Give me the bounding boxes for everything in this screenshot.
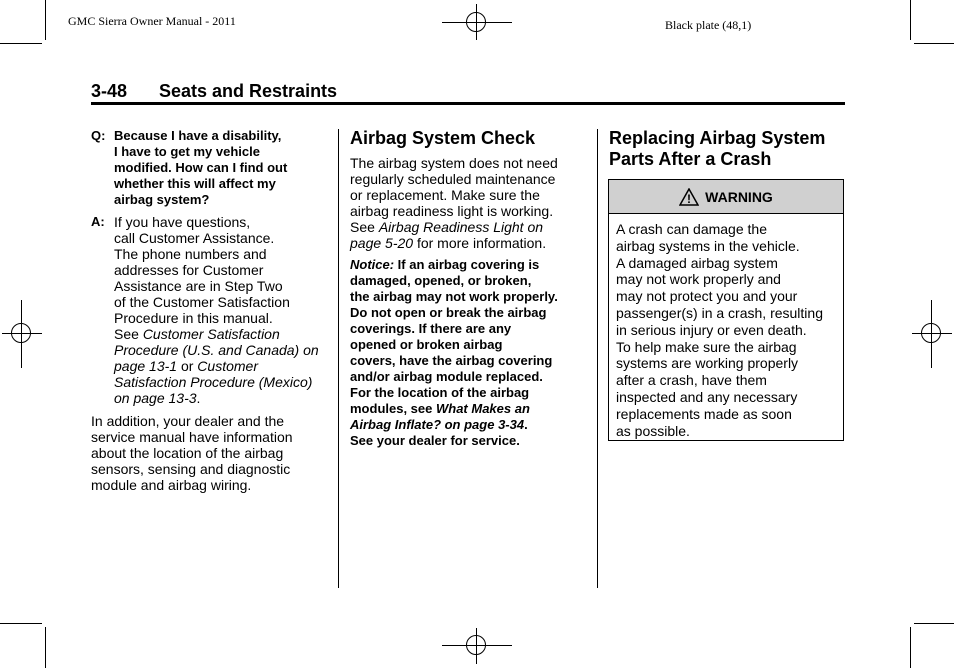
cross-reference-link[interactable]: Airbag Readiness Light on (378, 219, 544, 235)
warning-triangle-icon (679, 188, 699, 206)
page-header (91, 81, 845, 103)
warning-line: as possible. (616, 422, 690, 439)
cross-reference-link[interactable]: page 13-1 (114, 358, 178, 374)
warning-line: may not work properly and (616, 271, 781, 288)
answer-line: of the Customer Satisfaction (114, 294, 290, 310)
question-line: modified. How can I find out (114, 160, 288, 175)
paragraph-line (350, 219, 590, 235)
paragraph-line: about the location of the airbag (91, 445, 284, 461)
warning-line: inspected and any necessary (616, 388, 798, 405)
section-title: Seats and Restraints (159, 81, 338, 101)
column-2 (350, 128, 590, 458)
paragraph-line: sensors, sensing and diagnostic (91, 461, 291, 477)
warning-text (609, 214, 843, 439)
notice-line: Do not open or break the airbag (350, 305, 547, 320)
crop-mark (0, 43, 42, 44)
warning-line: systems are working properly (616, 355, 799, 372)
paragraph-line: module and airbag wiring. (91, 477, 252, 493)
paragraph-tail: for more information. (413, 235, 547, 251)
question-line: whether this will affect my (114, 176, 276, 191)
question-line: Because I have a disability, (114, 128, 282, 143)
answer-line: The phone numbers and (114, 246, 267, 262)
answer-line (114, 390, 334, 406)
notice-line: damaged, opened, or broken, (350, 273, 532, 288)
plate-right: Black plate (48,1) (665, 18, 752, 32)
answer-line (114, 326, 334, 342)
question-label: Q: (91, 128, 106, 143)
crop-mark (45, 627, 46, 668)
paragraph-line: The airbag system does not need (350, 155, 558, 171)
crop-mark (45, 0, 46, 40)
crop-mark (914, 43, 954, 44)
notice-block (350, 257, 595, 449)
check-paragraph (350, 155, 590, 251)
cross-reference-link[interactable]: Satisfaction Procedure (Mexico) (114, 374, 313, 390)
notice-line: See your dealer for service. (350, 433, 520, 448)
warning-line: in serious injury or even death. (616, 321, 807, 338)
column-3 (609, 128, 849, 178)
notice-text: modules, see (350, 401, 436, 416)
paragraph-line (350, 235, 590, 251)
crop-mark (910, 0, 911, 40)
notice-line: opened or broken airbag (350, 337, 503, 352)
cross-reference-link[interactable]: Customer Satisfaction (142, 326, 280, 342)
paragraph-line: service manual have information (91, 429, 293, 445)
paragraph-line: regularly scheduled maintenance (350, 171, 556, 187)
crop-mark (0, 623, 42, 624)
section-heading-airbag-check: Airbag System Check (350, 128, 536, 148)
paragraph-line: airbag readiness light is working. (350, 203, 554, 219)
column-divider (338, 129, 339, 588)
warning-line: A damaged airbag system (616, 254, 778, 271)
answer-line: Procedure in this manual. (114, 310, 273, 326)
answer-line (114, 358, 334, 374)
notice-line: and/or airbag module replaced. (350, 369, 543, 384)
warning-header (609, 180, 843, 214)
notice-text: . (524, 417, 528, 432)
page-number: 3-48 (91, 81, 128, 101)
warning-line: A crash can damage the (616, 221, 767, 237)
notice-line (350, 401, 595, 417)
notice-line (350, 417, 595, 433)
notice-line (350, 257, 595, 273)
answer-label: A: (91, 214, 105, 229)
warning-line: passenger(s) in a crash, resulting (616, 304, 823, 321)
cross-reference-link[interactable]: Customer (197, 358, 258, 374)
column-divider (597, 129, 598, 588)
or-text: or (177, 358, 198, 374)
question-line: I have to get my vehicle (114, 144, 260, 159)
plate-left: GMC Sierra Owner Manual - 2011 (68, 14, 236, 28)
see-text: See (350, 219, 379, 235)
paragraph-line: or replacement. Make sure the (350, 187, 540, 203)
crop-mark (910, 627, 911, 668)
column-1 (91, 128, 331, 498)
cross-reference-link[interactable]: page 5-20 (350, 235, 414, 251)
notice-text: If an airbag covering is (394, 257, 540, 272)
cross-reference-link[interactable]: Procedure (U.S. and Canada) on (114, 342, 319, 358)
warning-line: after a crash, have them (616, 372, 767, 389)
cross-reference-link[interactable]: What Makes an (435, 401, 530, 416)
answer-line: Assistance are in Step Two (114, 278, 283, 294)
cross-reference-link[interactable]: Airbag Inflate? on page 3-34 (350, 417, 525, 432)
notice-label: Notice: (350, 257, 395, 272)
cross-reference-link[interactable]: on page 13-3 (114, 390, 197, 406)
answer-line: addresses for Customer (114, 262, 264, 278)
question-line: airbag system? (114, 192, 210, 207)
warning-box (608, 179, 844, 441)
answer-line: If you have questions, (114, 214, 251, 230)
notice-line: coverings. If there are any (350, 321, 512, 336)
period-text: . (196, 390, 201, 406)
warning-line: may not protect you and your (616, 288, 798, 305)
warning-label: WARNING (705, 188, 773, 205)
crop-mark (914, 623, 954, 624)
see-text: See (114, 326, 143, 342)
notice-line: the airbag may not work properly. (350, 289, 558, 304)
dealer-paragraph (91, 413, 331, 493)
notice-line: For the location of the airbag (350, 385, 530, 400)
notice-line: covers, have the airbag covering (350, 353, 553, 368)
warning-icon-glyph: ! (687, 191, 692, 206)
paragraph-line: In addition, your dealer and the (91, 413, 285, 429)
section-heading-replacing-parts: Parts After a Crash (609, 149, 772, 169)
warning-line: replacements made as soon (616, 405, 792, 422)
answer-line: call Customer Assistance. (114, 230, 275, 246)
answer-text (114, 214, 334, 406)
question-text (114, 128, 287, 208)
warning-line: airbag systems in the vehicle. (616, 237, 800, 254)
warning-line: To help make sure the airbag (616, 338, 797, 355)
header-rule (91, 102, 845, 105)
section-heading-replacing-parts: Replacing Airbag System (609, 128, 826, 148)
